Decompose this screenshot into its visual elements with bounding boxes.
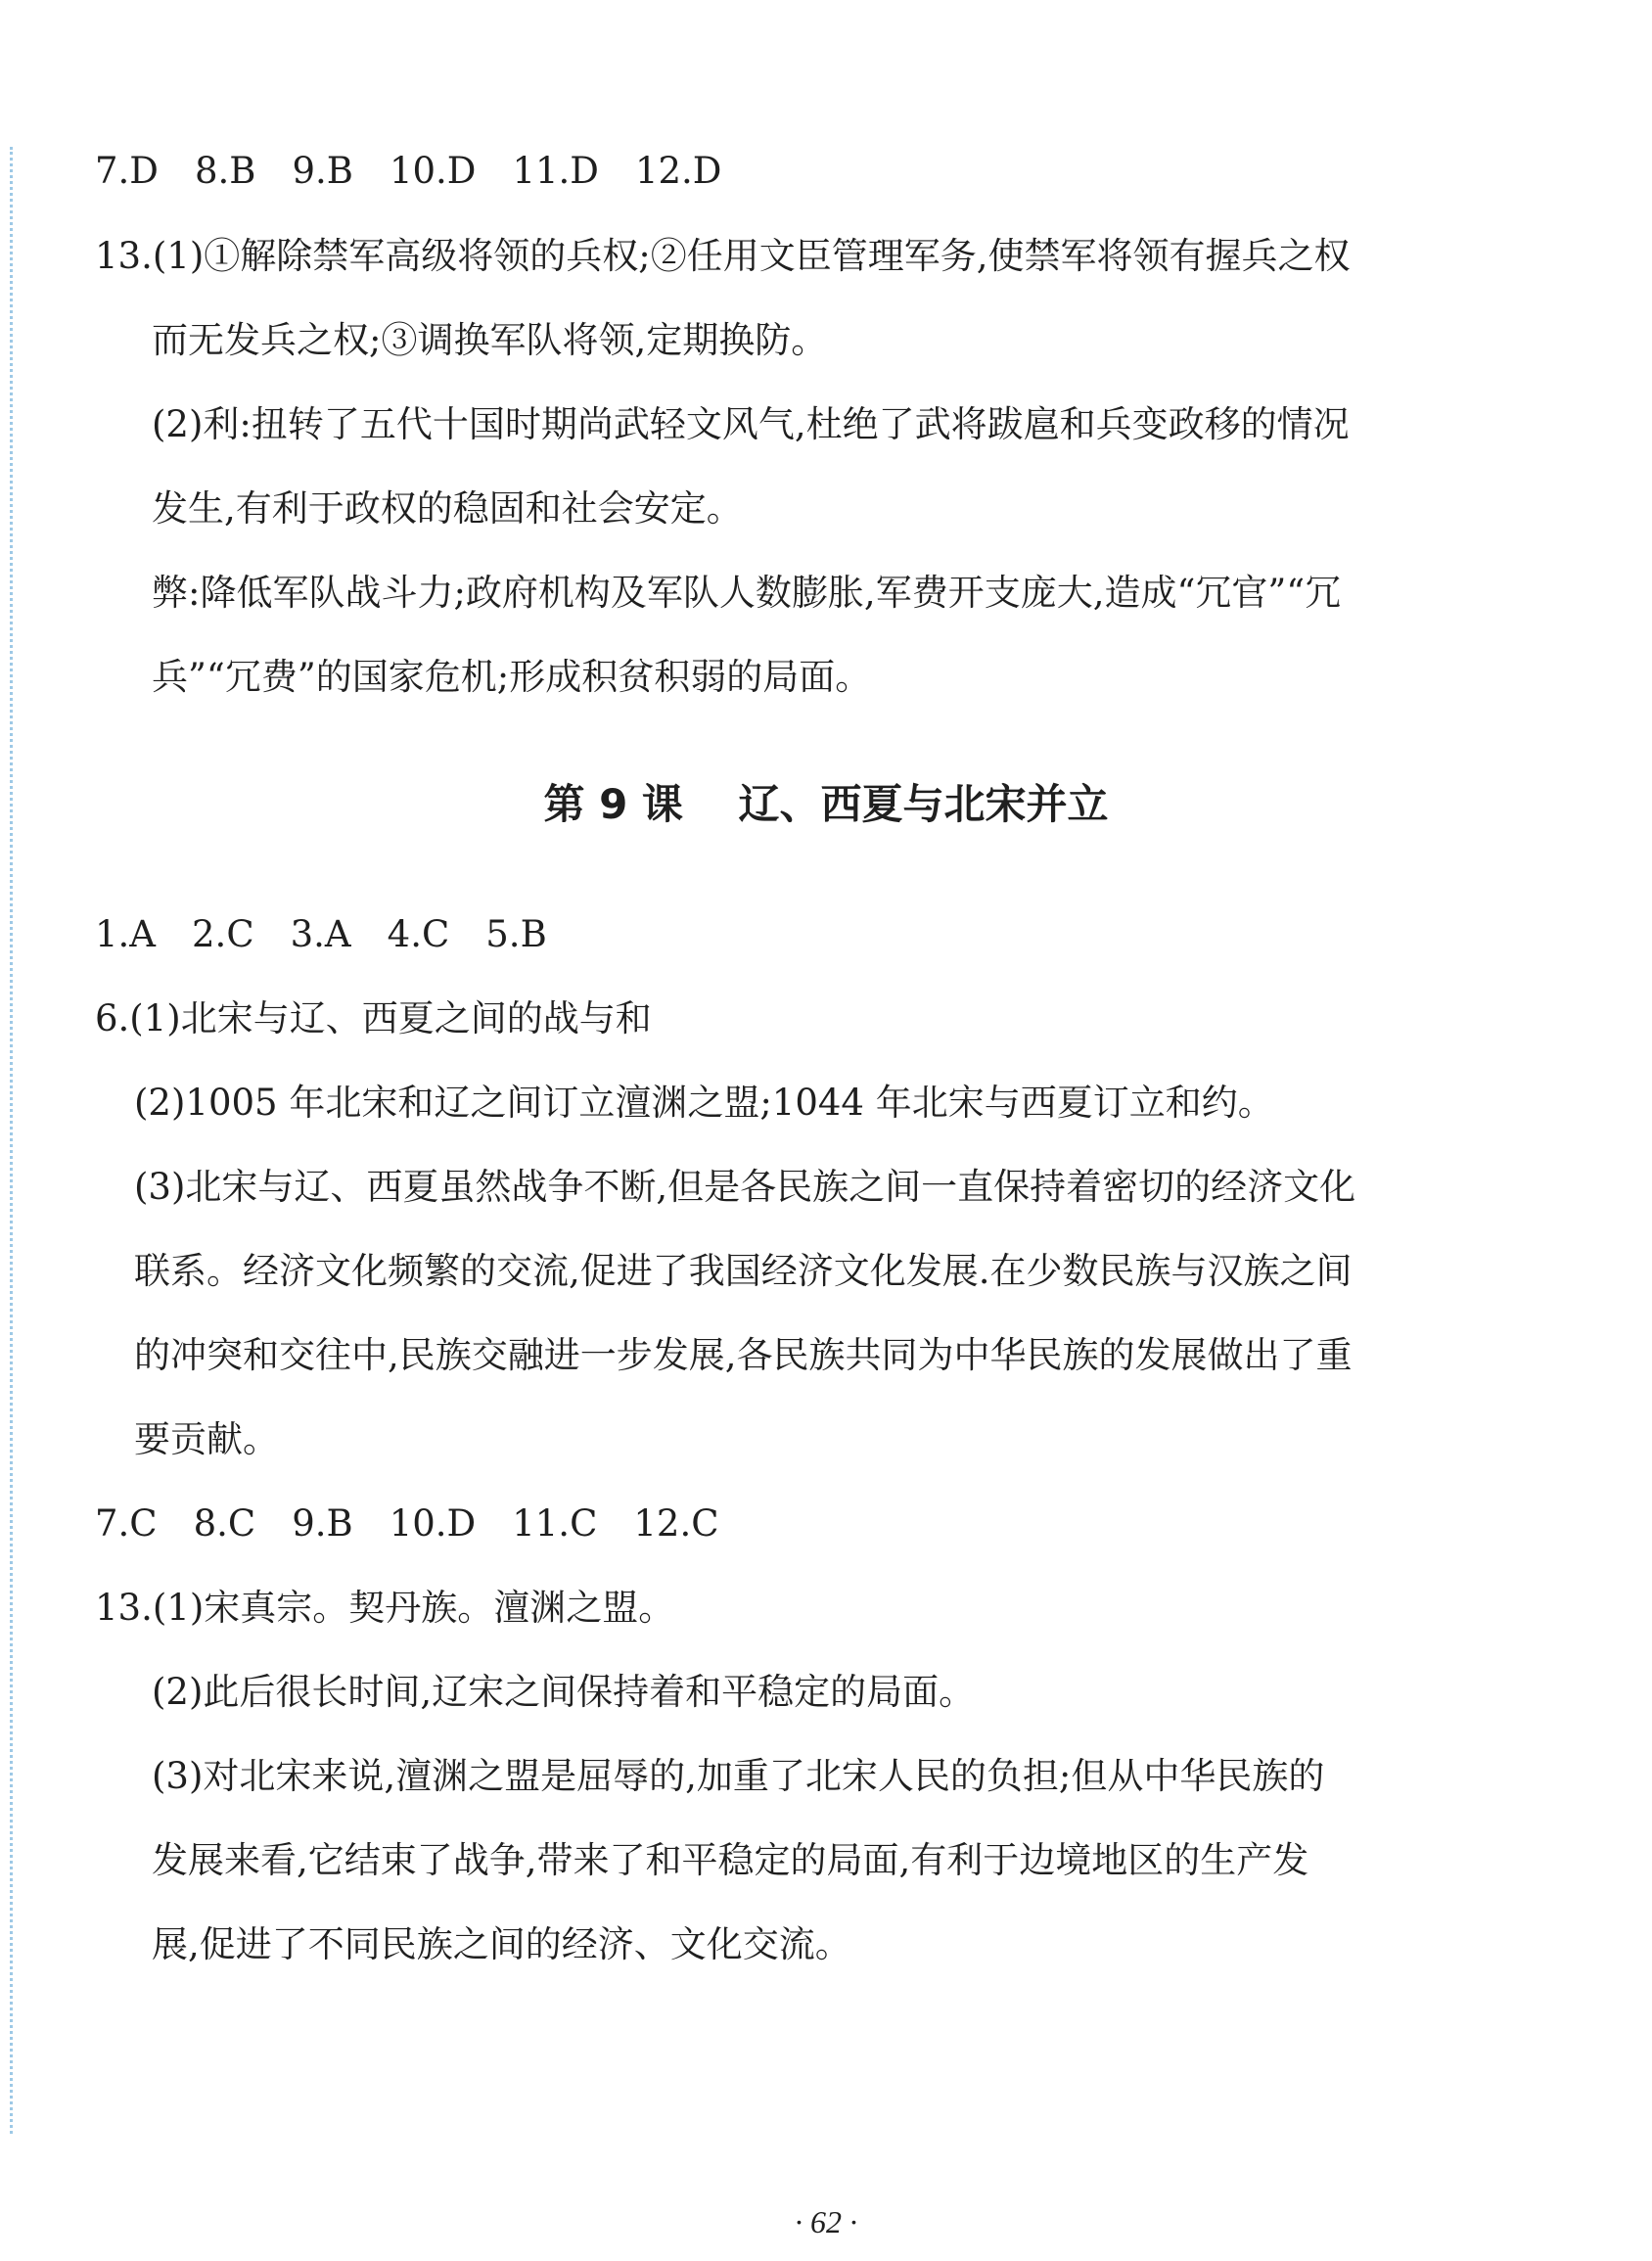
q13-part1-line1: 13.(1)①解除禁军高级将领的兵权;②任用文臣管理军务,使禁军将领有握兵之权 [95, 235, 1351, 277]
q13-part1-line2: 而无发兵之权;③调换军队将领,定期换防。 [152, 319, 828, 361]
q6-part1-line: 6.(1)北宋与辽、西夏之间的战与和 [95, 997, 652, 1039]
answers-7-12-line-2: 7.C 8.C 9.B 10.D 11.C 12.C [95, 1502, 719, 1545]
q6-part3-line4: 要贡献。 [134, 1418, 279, 1460]
q6-part2-line: (2)1005 年北宋和辽之间订立澶渊之盟;1044 年北宋与西夏订立和约。 [134, 1082, 1274, 1124]
page-number: · 62 · [795, 2204, 857, 2239]
answers-7-12-line: 7.D 8.B 9.B 10.D 11.D 12.D [95, 150, 722, 192]
q13-b-part3-line2: 发展来看,它结束了战争,带来了和平稳定的局面,有利于边境地区的生产发 [152, 1839, 1309, 1881]
q13-part2-line2: 发生,有利于政权的稳固和社会安定。 [152, 487, 743, 530]
q13-b-part2-line: (2)此后很长时间,辽宋之间保持着和平稳定的局面。 [152, 1671, 976, 1713]
q13-part2-line1: (2)利:扭转了五代十国时期尚武轻文风气,杜绝了武将跋扈和兵变政移的情况 [152, 403, 1350, 445]
lesson-title: 第 9 课 辽、西夏与北宋并立 [543, 780, 1109, 828]
q13-b-part3-line3: 展,促进了不同民族之间的经济、文化交流。 [152, 1923, 851, 1965]
q6-part3-line2: 联系。经济文化频繁的交流,促进了我国经济文化发展.在少数民族与汉族之间 [134, 1250, 1353, 1292]
answers-1-5-line: 1.A 2.C 3.A 4.C 5.B [95, 913, 547, 955]
q6-part3-line1: (3)北宋与辽、西夏虽然战争不断,但是各民族之间一直保持着密切的经济文化 [134, 1166, 1356, 1208]
q13-b-part1-line: 13.(1)宋真宗。契丹族。澶渊之盟。 [95, 1587, 675, 1629]
q13-part2-line3: 弊:降低军队战斗力;政府机构及军队人数膨胀,军费开支庞大,造成“冗官”“冗 [152, 572, 1342, 614]
left-binding-border [10, 147, 13, 2134]
q13-part2-line4: 兵”“冗费”的国家危机;形成积贫积弱的局面。 [152, 656, 872, 698]
q6-part3-line3: 的冲突和交往中,民族交融进一步发展,各民族共同为中华民族的发展做出了重 [134, 1334, 1353, 1376]
q13-b-part3-line1: (3)对北宋来说,澶渊之盟是屈辱的,加重了北宋人民的负担;但从中华民族的 [152, 1755, 1325, 1797]
